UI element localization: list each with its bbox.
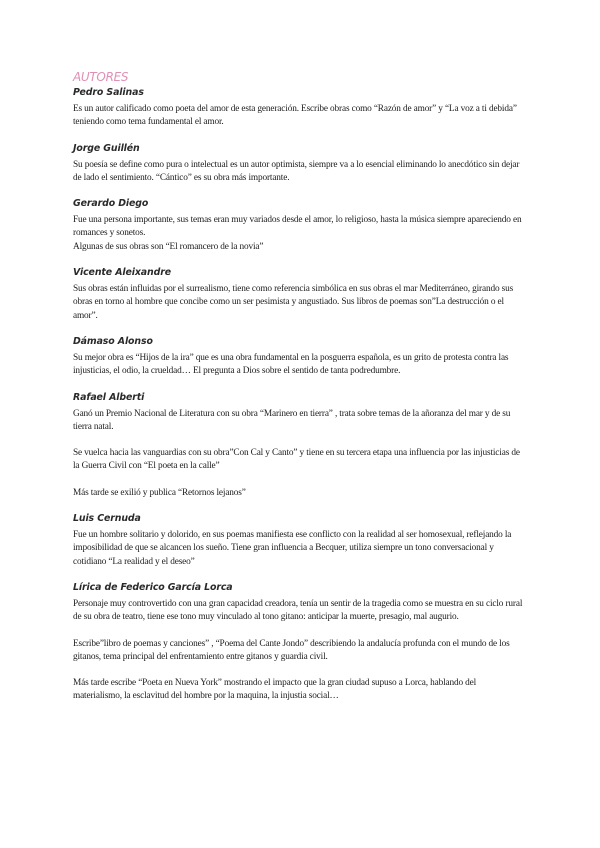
author-section: [73, 143, 523, 186]
author-section: [73, 267, 523, 323]
author-paragraph: Escribe”libro de poemas y canciones” , “Poema del Cante Jondo” describiendo la andalucía profunda con el mundo de los gitanos, tema principal del enfrentamiento entre gitanos y guardia civil.: [73, 638, 510, 662]
author-paragraph: Su mejor obra es “Hijos de la ira” que es una obra fundamental en la posguerra española, es un grito de protesta contra las injusticias, el odio, la crueldad… El pregunta a Dios sobre el sentido de tanta podredumbre.: [73, 352, 509, 377]
author-section: [73, 336, 523, 379]
author-heading: Luis Cernuda: [73, 513, 141, 525]
author-paragraph: Fue un hombre solitario y dolorido, en sus poemas manifiesta ese conflicto con la realidad al ser homosexual, reflejando la imposibilidad de que se alcancen los sueño. Tiene gran influencia a Becquer, utiliza siempre un tono conversacional y cotidiano “La realidad y el deseo”: [73, 530, 512, 567]
author-section: [73, 582, 523, 704]
author-paragraph: Personaje muy controvertido con una gran capacidad creadora, tenía un sentir de la tragedia como se muestra en su ciclo rural de su obra de teatro, tiene ese tono muy vinculado al tono gitano: anticipar la muerte, presagio, mal augurio.: [73, 598, 523, 623]
author-paragraph: Ganó un Premio Nacional de Literatura con su obra “Marinero en tierra” , trata sobre temas de la añoranza del mar y de su tierra natal.: [73, 408, 511, 432]
author-paragraph: Sus obras están influidas por el surrealismo, tiene como referencia simbólica en sus obras el mar Mediterráneo, girando sus obras en torno al hombre que concibe como un ser pesimista y angustiado. Sus libros de poemas son”La destrucción o el amor”.: [73, 284, 514, 321]
author-paragraph: Más tarde se exilió y publica “Retornos lejanos”: [73, 487, 246, 498]
author-section: [73, 198, 523, 254]
author-heading: Jorge Guillén: [73, 142, 140, 154]
author-paragraph: Más tarde escribe “Poeta en Nueva York” mostrando el impacto que la gran ciudad supuso a Lorca, hablando del materialismo, la esclavitud del hombre por la maquina, la injustia social…: [73, 678, 477, 702]
page-title: AUTORES: [73, 70, 129, 84]
author-paragraph: Fue una persona importante, sus temas eran muy variados desde el amor, lo religioso, hasta la música siempre apareciendo en romances y sonetos.: [73, 215, 522, 239]
author-heading: Vicente Aleixandre: [73, 267, 171, 279]
author-heading: Pedro Salinas: [73, 87, 144, 98]
author-section: [73, 513, 523, 569]
author-sections: [73, 87, 523, 704]
author-heading: Gerardo Diego: [73, 198, 149, 210]
author-heading: Rafael Alberti: [73, 391, 145, 403]
author-paragraph: Se vuelca hacia las vanguardias con su obra”Con Cal y Canto” y tiene en su tercera etapa una influencia por las injusticias de la Guerra Civil con “El poeta en la calle”: [73, 448, 520, 472]
author-heading: Dámaso Alonso: [73, 335, 153, 347]
document-content: [73, 70, 523, 717]
author-heading: Lírica de Federico García Lorca: [73, 581, 233, 593]
author-paragraph: Es un autor calificado como poeta del amor de esta generación. Escribe obras como “Razón de amor” y “La voz a ti debida” teniendo como tema fundamental el amor.: [73, 104, 517, 128]
author-section: [73, 87, 523, 130]
author-paragraph: Su poesía se define como pura o intelectual es un autor optimista, siempre va a lo esencial eliminando lo anecdótico sin dejar de lado el sentimiento. “Cántico” es su obra más importante.: [73, 159, 520, 183]
author-paragraph: Algunas de sus obras son “El romancero de la novia”: [73, 241, 264, 252]
author-section: [73, 392, 523, 500]
